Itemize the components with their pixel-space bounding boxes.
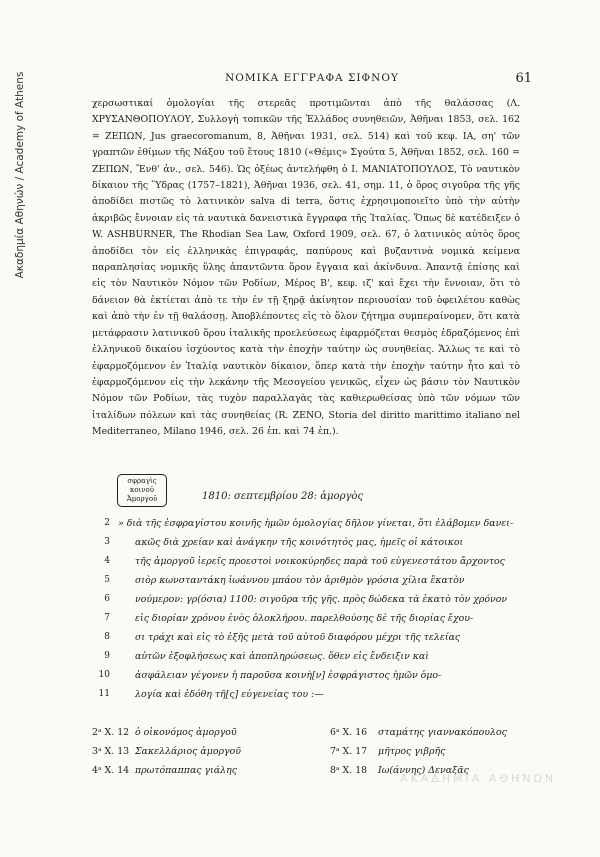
document-line: εἰς διορίαν χρόνου ἑνὸς ὁλοκλήρου. παρελθούσης δὲ τῆς διορίας ἔχου- — [135, 613, 474, 624]
watermark: ΑΚΑΔΗΜΙΑ ΑΘΗΝΩΝ — [400, 772, 557, 785]
document-line: λογία καὶ ἐδόθη τῆ[ς] εὐγενείας του :— — [135, 689, 324, 700]
signature-name: πρωτόπαππας γιάλης — [135, 765, 237, 776]
archive-side-label — [12, 30, 28, 320]
running-title: ΝΟΜΙΚΑ ΕΓΓΡΑΦΑ ΣΙΦΝΟΥ — [225, 72, 399, 84]
line-number: 4 — [104, 556, 110, 566]
document-line: αὐτῶν ἐξοφλήσεως καὶ ἀποπληρώσεως. ὅθεν εἰς ἔνδειξιν καὶ — [135, 651, 429, 662]
signature-name: μῆτρος γιβρῆς — [378, 746, 446, 757]
seal-stamp — [117, 474, 167, 507]
line-number: 7 — [104, 613, 110, 623]
document-line: » διὰ τῆς ἐσφραγίστου κοινῆς ἡμῶν ὁμολογίας δῆλον γίνεται, ὅτι ἐλάβομεν δανει- — [118, 518, 514, 529]
document-line: σιὸρ κωνσταντάκη ἰωάννου μπάου τὸν ἀριθμὸν γρόσια χίλια ἕκατὸν — [135, 575, 465, 586]
line-number: 3 — [104, 537, 110, 547]
line-number: 2 — [104, 518, 110, 528]
signature-name: σταμάτης γιαννακόπουλος — [378, 727, 507, 738]
line-number: 10 — [98, 670, 110, 680]
document-line: τῆς ἀμοργοῦ ἱερεῖς προεστοὶ νοικοκύρηδες παρὰ τοῦ εὐγενεστάτου ἄρχοντος — [135, 556, 505, 567]
document-line: νούμερον: γρ(όσια) 1100: σιγοῦρα τῆς γῆς. πρὸς δώδεκα τὰ ἑκατὸ τὸν χρόνον — [135, 594, 508, 605]
side-label-text: Ακαδημία Αθηνών / Academy of Athens — [14, 71, 26, 279]
stamp-line: σφραγὶς — [127, 477, 157, 485]
signature-name: ὁ οἰκονόμος ἀμοργοῦ — [135, 727, 237, 738]
line-number: 8 — [104, 632, 110, 642]
signature-number: 7ᵃ Χ. 17 — [330, 746, 368, 757]
document-line: ακῶς διὰ χρείαν καὶ ἀνάγκην τῆς κοινότητός μας, ἡμεῖς οἱ κάτοικοι — [135, 537, 464, 548]
stamp-line: κοινοῦ — [129, 486, 155, 494]
signature-number: 4ᵃ Χ. 14 — [92, 765, 130, 776]
line-number: 6 — [104, 594, 110, 604]
page-number: 61 — [515, 71, 532, 86]
line-number: 5 — [104, 575, 110, 585]
footnote-paragraph — [92, 96, 520, 441]
line-number: 9 — [104, 651, 110, 661]
signature-number: 2ᵃ Χ. 12 — [92, 727, 130, 738]
signature-number: 8ᵃ Χ. 18 — [330, 765, 368, 776]
paragraph-text: χερσωστικαί ὁμολογίαι τῆς στερεᾶς προτιμῶνται ἀπὸ τῆς θαλάσσας (Λ. ΧΡΥΣΑΝΘΟΠΟΥΛΟΥ, Συλλογὴ τοπικῶν τῆς Ἑλλάδος συνηθειῶν, Ἀθῆναι 1853, σελ. 162 = ΖΕΠΩΝ, Jus graecoromanum, 8, Ἀθῆναι 1931, σελ. 514) καὶ τοῦ κεφ. ΙΑ, ση' τῶν γραπτῶν ἐθίμων τῆς Νάξου τοῦ ἔτους 1810 («Θέμις» Σγούτα 5, Ἀθῆναι 1852, σελ. 160 = ΖΕΠΩΝ, Ἔνθ' ἀν., σελ. 546). Ὡς ὀξέως ἀντελήφθη ὁ Ι. ΜΑΝΙΑΤΟΠΟΥΛΟΣ, Τὸ ναυτικὸν δίκαιον τῆς Ὕδρας (1757–1821), Ἀθῆναι 1936, σελ. 41, σημ. 11, ὁ ὅρος σιγοῦρα τῆς γῆς ἀποδίδει πιστῶς τὸ λατινικὸν salva di terra, ὅστις ἐχρησιμοποιεῖτο ὑπὸ τὴν αὐτὴν ἀκριβῶς ἔννοιαν εἰς τὰ ναυτικὰ δανειστικὰ ἔγγραφα τῆς Ἰταλίας. Ὅπως δὲ κατέδειξεν ὁ W. ASHBURNER, The Rhodian Sea Law, Oxford 1909, σελ. 67, ὁ λατινικὸς αὐτὸς ὅρος ἀποδίδει τὸν εἰς ἑλληνικὰς ἐπιγραφάς, παπύρους καὶ βυζαντινὰ νομικὰ κείμενα παραπλησίας νομικῆς ὕλης ἀπαντῶντα ὅρον ἔγγαια καὶ ἀκίνδυνα. Ἀπαντᾷ ἐπίσης καὶ εἰς τὸν Ναυτικὸν Νόμον τῶν Ροδίων, Μέρος Β', κεφ. ιζ' καὶ ἔχει τὴν ἔννοιαν, ὅτι τὸ δάνειον θὰ ἐκτίεται ἀπὸ τε τὴν ἐν τῇ ξηρᾷ ἀκίνητον περιουσίαν τοῦ ὀφειλέτου καθὼς καὶ ἀπὸ τὴν ἐν τῇ θαλάσσῃ. Ἀποβλέποντες εἰς τὸ ὅλον ζήτημα συμπεραίνομεν, ὅτι κατὰ μετάφρασιν λατινικοῦ ὅρου ἰταλικῆς προελεύσεως ἐφαρμόζεται θεσμὸς ἑδραζόμενος ἐπὶ ἑλληνικοῦ δικαίου ἰσχύοντος κατὰ τὴν ἐποχὴν ταύτην ὡς συνηθείας. Ἄλλως τε καὶ τὸ ἐφαρμοζόμενον ἐν Ἰταλίᾳ ναυτικὸν δίκαιον, ὅπερ κατὰ τὴν ἐποχὴν ταύτην ἦτο καὶ τὸ ἐφαρμοζόμενον εἰς τὴν λεκάνην τῆς Μεσογείου γενικῶς, εἶχεν ὡς βάσιν τὸν Ναυτικὸν Νόμον τῶν Ροδίων, τὰς τυχὸν παραλλαγὰς τὰς καθιερωθείσας ὑπὸ τῶν νόμων τῶν ἰταλίδων πόλεων καὶ τὰς συνηθείας (R. ZENO, Storia del diritto marittimo italiano nel Mediterraneo, Milano 1946, σελ. 26 ἑπ. καὶ 74 ἑπ.). — [92, 98, 520, 438]
signature-name: Σακελλάριος ἀμοργοῦ — [135, 746, 241, 757]
signature-number: 3ᵃ Χ. 13 — [92, 746, 130, 757]
line-number: 11 — [98, 689, 110, 699]
document-line: σι τράχι καὶ εἰς τὸ ἐξῆς μετὰ τοῦ αὐτοῦ διαφόρου μέχρι τῆς τελείας — [135, 632, 461, 643]
stamp-line: Ἀμοργοῦ — [126, 495, 158, 503]
page-header — [92, 72, 532, 88]
signature-number: 6ᵃ Χ. 16 — [330, 727, 368, 738]
document-line: ἀσφάλειαν γέγονεν ἡ παροῦσα κοινὴ[ν] ἐσφράγιστος ἡμῶν ὁμο- — [135, 670, 442, 681]
signature-name: Ιω(άννης) Δεναξᾶς — [378, 765, 469, 776]
document-date: 1810: σεπτεμβρίου 28: ἀμοργὸς — [202, 491, 364, 502]
